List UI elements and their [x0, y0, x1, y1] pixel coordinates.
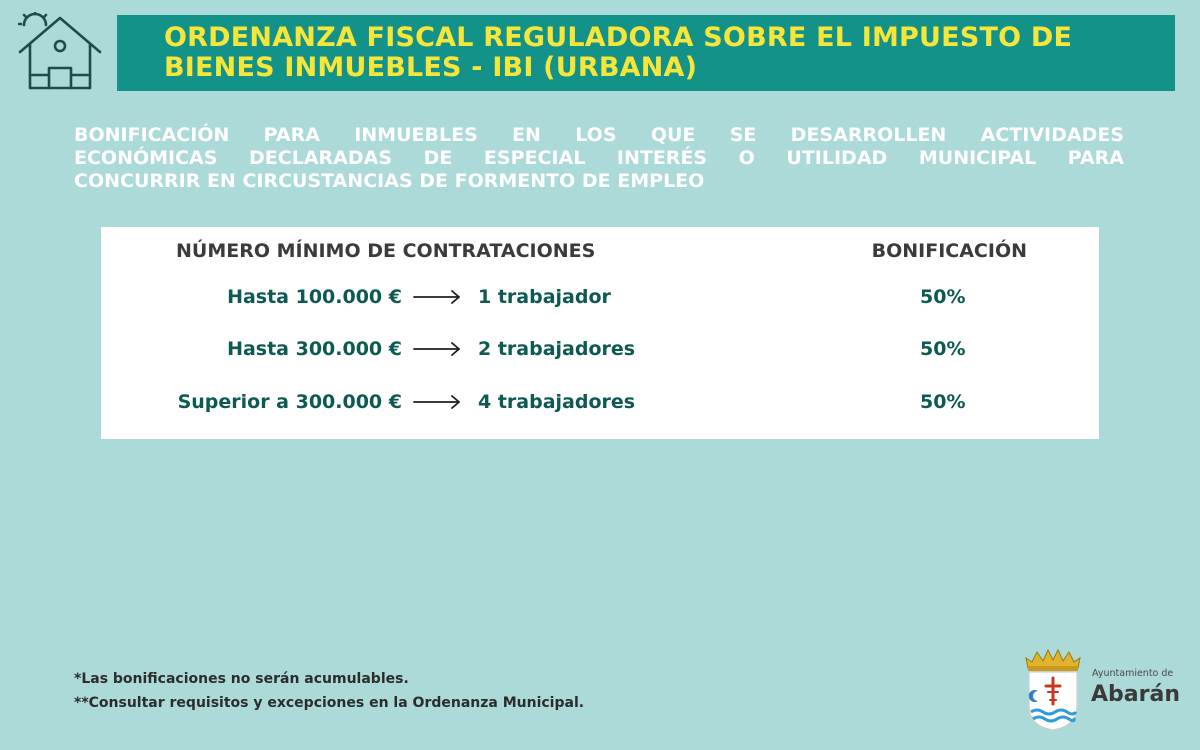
- row-amount: Hasta 100.000 €: [227, 286, 402, 308]
- row-workers: 2 trabajadores: [478, 338, 636, 360]
- subtitle-line1: BONIFICACIÓN PARA INMUEBLES EN LOS QUE SE DESARROLLEN ACTIVIDADES: [74, 124, 1124, 146]
- row-workers: 1 trabajador: [478, 286, 611, 308]
- footnotes: [74, 667, 584, 715]
- subtitle: [74, 124, 1124, 193]
- house-sun-icon: [18, 12, 102, 92]
- row-amount: Superior a 300.000 €: [177, 391, 402, 413]
- row-workers: 4 trabajadores: [478, 391, 636, 413]
- row-bonus: 50%: [920, 338, 966, 360]
- row-amount: Hasta 300.000 €: [227, 338, 402, 360]
- table-row: [101, 284, 1099, 310]
- table-row: [101, 336, 1099, 362]
- coat-of-arms-icon: [1024, 648, 1082, 732]
- logo-org-label: Ayuntamiento de: [1092, 668, 1174, 679]
- subtitle-line3: CONCURRIR EN CIRCUSTANCIAS DE FORMENTO DE EMPLEO: [74, 170, 705, 192]
- row-bonus: 50%: [920, 286, 966, 308]
- row-bonus: 50%: [920, 391, 966, 413]
- arrow-right-icon: [413, 342, 461, 356]
- footnote-1: *Las bonificaciones no serán acumulables.: [74, 671, 409, 687]
- page-title-line1: ORDENANZA FISCAL REGULADORA SOBRE EL IMPUESTO DE: [164, 22, 1073, 53]
- column-header-bonus: BONIFICACIÓN: [871, 240, 1027, 262]
- column-header-contracts: NÚMERO MÍNIMO DE CONTRATACIONES: [176, 240, 596, 262]
- page-title-line2: BIENES INMUEBLES - IBI (URBANA): [164, 52, 698, 83]
- subtitle-line2: ECONÓMICAS DECLARADAS DE ESPECIAL INTERÉS O UTILIDAD MUNICIPAL PARA: [74, 147, 1124, 169]
- logo-city-label: Abarán: [1091, 682, 1180, 707]
- table-row: [101, 389, 1099, 415]
- title-banner: [117, 15, 1175, 91]
- footnote-2: **Consultar requisitos y excepciones en la Ordenanza Municipal.: [74, 695, 585, 711]
- arrow-right-icon: [413, 290, 461, 304]
- bonus-table: [101, 227, 1099, 439]
- arrow-right-icon: [413, 395, 461, 409]
